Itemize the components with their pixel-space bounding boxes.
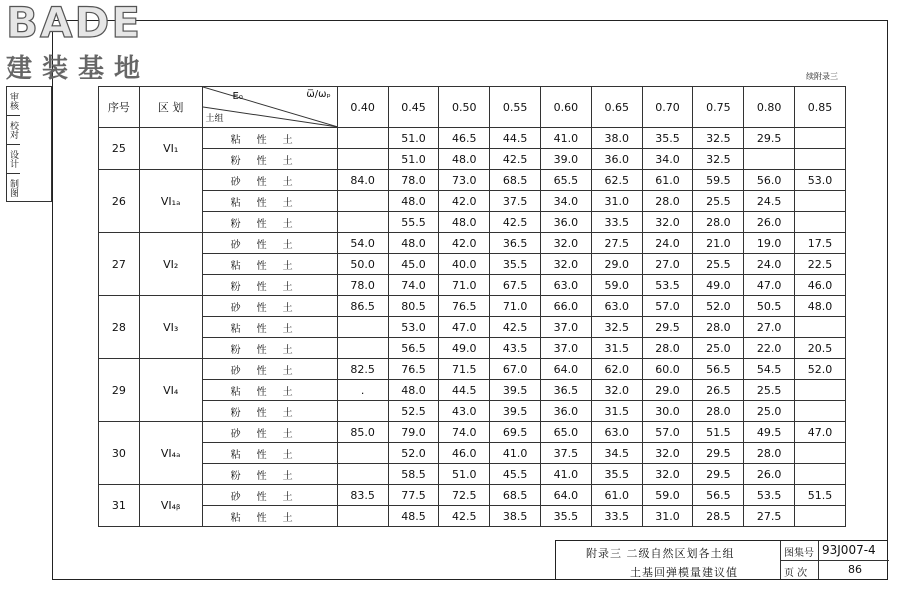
value-cell: 35.5 — [541, 506, 592, 527]
table-row — [99, 506, 846, 527]
soil-type-cell: 砂性土 — [202, 485, 337, 506]
value-cell: 29.5 — [693, 443, 744, 464]
value-cell: 65.0 — [541, 422, 592, 443]
soil-type-cell: 砂性土 — [202, 170, 337, 191]
title-text-area — [556, 541, 781, 579]
page-number: 86 — [848, 563, 862, 576]
value-cell: 57.0 — [642, 422, 693, 443]
value-cell: 32.0 — [591, 380, 642, 401]
value-cell: 32.0 — [541, 254, 592, 275]
soil-type-cell: 粉性土 — [202, 338, 337, 359]
value-cell: 37.0 — [541, 338, 592, 359]
value-cell: 29.5 — [693, 464, 744, 485]
col-seq-header: 序号 — [99, 87, 140, 128]
col-ratio-header: 0.50 — [439, 87, 490, 128]
value-cell: 22.0 — [744, 338, 795, 359]
value-cell: 28.0 — [693, 212, 744, 233]
value-cell: 52.5 — [388, 401, 439, 422]
value-cell: 51.5 — [693, 422, 744, 443]
value-cell: 83.5 — [337, 485, 388, 506]
value-cell: 24.5 — [744, 191, 795, 212]
continued-label: 续附录三 — [806, 72, 838, 81]
value-cell: 67.0 — [490, 359, 541, 380]
value-cell: 66.0 — [541, 296, 592, 317]
watermark-logo — [6, 2, 176, 82]
table-row — [99, 380, 846, 401]
zone-cell: VI₁ₐ — [139, 170, 202, 233]
col-ratio-header: 0.65 — [591, 87, 642, 128]
value-cell: 43.5 — [490, 338, 541, 359]
value-cell: 40.0 — [439, 254, 490, 275]
value-cell: 34.0 — [541, 191, 592, 212]
value-cell: 28.0 — [744, 443, 795, 464]
value-cell: 48.0 — [388, 380, 439, 401]
value-cell: 47.0 — [795, 422, 846, 443]
soil-type-cell: 粘性土 — [202, 443, 337, 464]
value-cell — [795, 464, 846, 485]
value-cell: 37.5 — [490, 191, 541, 212]
value-cell — [337, 506, 388, 527]
value-cell: 36.0 — [541, 212, 592, 233]
title-divider-v — [818, 541, 819, 579]
value-cell: 64.0 — [541, 359, 592, 380]
value-cell: 42.5 — [439, 506, 490, 527]
value-cell: 49.5 — [744, 422, 795, 443]
value-cell: 39.5 — [490, 380, 541, 401]
value-cell — [337, 149, 388, 170]
value-cell: 32.0 — [642, 464, 693, 485]
value-cell: 76.5 — [388, 359, 439, 380]
value-cell: 28.0 — [693, 317, 744, 338]
value-cell: 68.5 — [490, 485, 541, 506]
value-cell: 45.0 — [388, 254, 439, 275]
value-cell: 80.5 — [388, 296, 439, 317]
value-cell: 31.0 — [642, 506, 693, 527]
value-cell: 26.5 — [693, 380, 744, 401]
value-cell: . — [337, 380, 388, 401]
value-cell: 55.5 — [388, 212, 439, 233]
value-cell: 37.5 — [541, 443, 592, 464]
value-cell — [795, 191, 846, 212]
value-cell: 36.5 — [490, 233, 541, 254]
e0-label: E₀ — [232, 91, 243, 102]
value-cell: 53.5 — [744, 485, 795, 506]
soil-type-cell: 砂性土 — [202, 296, 337, 317]
value-cell: 42.5 — [490, 149, 541, 170]
value-cell: 33.5 — [591, 212, 642, 233]
value-cell: 69.5 — [490, 422, 541, 443]
table-row — [99, 485, 846, 506]
zone-cell: VI₄ₐ — [139, 422, 202, 485]
soil-type-cell: 粘性土 — [202, 317, 337, 338]
value-cell: 47.0 — [744, 275, 795, 296]
col-ratio-header: 0.85 — [795, 87, 846, 128]
table-row — [99, 212, 846, 233]
value-cell: 43.0 — [439, 401, 490, 422]
value-cell: 27.5 — [744, 506, 795, 527]
soil-type-cell: 粉性土 — [202, 275, 337, 296]
value-cell: 25.5 — [693, 254, 744, 275]
zone-cell: VI₂ — [139, 233, 202, 296]
value-cell: 61.0 — [591, 485, 642, 506]
value-cell: 29.0 — [591, 254, 642, 275]
value-cell: 25.5 — [744, 380, 795, 401]
omega-label: ω̅/ωₚ — [306, 89, 331, 100]
table-body — [99, 128, 846, 527]
value-cell: 29.5 — [744, 128, 795, 149]
col-ratio-header: 0.80 — [744, 87, 795, 128]
table-row — [99, 296, 846, 317]
title-line-2: 土基回弹模量建议值 — [630, 566, 738, 579]
value-cell: 59.0 — [642, 485, 693, 506]
value-cell: 59.5 — [693, 170, 744, 191]
value-cell: 67.5 — [490, 275, 541, 296]
zone-cell: VI₃ — [139, 296, 202, 359]
value-cell: 34.0 — [642, 149, 693, 170]
value-cell — [795, 380, 846, 401]
value-cell: 27.0 — [744, 317, 795, 338]
value-cell: 48.0 — [388, 191, 439, 212]
value-cell: 54.0 — [337, 233, 388, 254]
seq-cell: 28 — [99, 296, 140, 359]
value-cell: 21.0 — [693, 233, 744, 254]
value-cell: 36.0 — [541, 401, 592, 422]
title-divider-h — [780, 560, 889, 561]
value-cell: 26.0 — [744, 212, 795, 233]
value-cell: 29.5 — [642, 317, 693, 338]
value-cell: 51.0 — [388, 149, 439, 170]
value-cell: 56.5 — [693, 485, 744, 506]
value-cell — [795, 149, 846, 170]
soil-type-cell: 砂性土 — [202, 422, 337, 443]
soil-type-cell: 粘性土 — [202, 191, 337, 212]
value-cell: 73.0 — [439, 170, 490, 191]
value-cell: 42.0 — [439, 233, 490, 254]
zone-cell: VI₄ — [139, 359, 202, 422]
value-cell: 53.5 — [642, 275, 693, 296]
soil-type-cell: 粘性土 — [202, 254, 337, 275]
value-cell: 63.0 — [591, 296, 642, 317]
value-cell: 31.5 — [591, 401, 642, 422]
table-header-row — [99, 87, 846, 128]
value-cell: 28.0 — [693, 401, 744, 422]
value-cell: 22.5 — [795, 254, 846, 275]
logo-brand: BADE — [6, 0, 143, 47]
value-cell: 77.5 — [388, 485, 439, 506]
value-cell: 86.5 — [337, 296, 388, 317]
value-cell: 39.0 — [541, 149, 592, 170]
value-cell: 76.5 — [439, 296, 490, 317]
value-cell: 17.5 — [795, 233, 846, 254]
value-cell: 31.5 — [591, 338, 642, 359]
value-cell: 50.0 — [337, 254, 388, 275]
col-ratio-header: 0.55 — [490, 87, 541, 128]
value-cell — [795, 443, 846, 464]
value-cell: 36.5 — [541, 380, 592, 401]
table-row — [99, 464, 846, 485]
value-cell: 24.0 — [744, 254, 795, 275]
value-cell: 52.0 — [388, 443, 439, 464]
title-block — [555, 540, 888, 580]
table-row — [99, 275, 846, 296]
value-cell: 42.5 — [490, 212, 541, 233]
value-cell: 51.5 — [795, 485, 846, 506]
value-cell: 46.5 — [439, 128, 490, 149]
value-cell: 34.5 — [591, 443, 642, 464]
value-cell — [337, 191, 388, 212]
value-cell — [795, 317, 846, 338]
value-cell: 60.0 — [642, 359, 693, 380]
value-cell: 32.0 — [642, 443, 693, 464]
seq-cell: 25 — [99, 128, 140, 170]
soil-type-cell: 粉性土 — [202, 149, 337, 170]
modulus-table — [98, 86, 846, 527]
value-cell: 85.0 — [337, 422, 388, 443]
page-label: 页 次 — [784, 568, 808, 579]
soil-type-cell: 粉性土 — [202, 464, 337, 485]
soil-type-cell: 粉性土 — [202, 212, 337, 233]
value-cell: 27.0 — [642, 254, 693, 275]
value-cell: 38.5 — [490, 506, 541, 527]
seq-cell: 29 — [99, 359, 140, 422]
value-cell — [337, 128, 388, 149]
value-cell: 46.0 — [795, 275, 846, 296]
zone-cell: VI₁ — [139, 128, 202, 170]
value-cell: 28.5 — [693, 506, 744, 527]
value-cell: 26.0 — [744, 464, 795, 485]
table-row — [99, 359, 846, 380]
value-cell: 49.0 — [439, 338, 490, 359]
value-cell: 25.0 — [744, 401, 795, 422]
value-cell: 19.0 — [744, 233, 795, 254]
col-zone-header: 区 划 — [139, 87, 202, 128]
value-cell: 57.0 — [642, 296, 693, 317]
sign-off-column — [6, 86, 52, 202]
value-cell: 33.5 — [591, 506, 642, 527]
side-label: 制图 — [8, 179, 18, 197]
value-cell — [337, 401, 388, 422]
value-cell — [795, 401, 846, 422]
value-cell — [795, 506, 846, 527]
table-row — [99, 170, 846, 191]
value-cell: 74.0 — [388, 275, 439, 296]
seq-cell: 30 — [99, 422, 140, 485]
value-cell: 29.0 — [642, 380, 693, 401]
atlas-number: 93J007-4 — [822, 543, 876, 557]
table-row — [99, 233, 846, 254]
value-cell: 42.5 — [490, 317, 541, 338]
value-cell — [795, 128, 846, 149]
value-cell: 52.0 — [693, 296, 744, 317]
value-cell: 46.0 — [439, 443, 490, 464]
value-cell: 53.0 — [388, 317, 439, 338]
value-cell: 48.5 — [388, 506, 439, 527]
table-row — [99, 401, 846, 422]
value-cell: 32.5 — [591, 317, 642, 338]
value-cell: 78.0 — [388, 170, 439, 191]
value-cell: 62.5 — [591, 170, 642, 191]
soil-type-cell: 粘性土 — [202, 128, 337, 149]
value-cell: 63.0 — [541, 275, 592, 296]
table-row — [99, 422, 846, 443]
value-cell: 51.0 — [439, 464, 490, 485]
value-cell: 48.0 — [388, 233, 439, 254]
value-cell — [337, 443, 388, 464]
value-cell: 82.5 — [337, 359, 388, 380]
soil-type-cell: 砂性土 — [202, 359, 337, 380]
col-ratio-header: 0.45 — [388, 87, 439, 128]
value-cell: 47.0 — [439, 317, 490, 338]
value-cell — [795, 212, 846, 233]
value-cell: 37.0 — [541, 317, 592, 338]
value-cell: 24.0 — [642, 233, 693, 254]
value-cell: 25.5 — [693, 191, 744, 212]
table-row — [99, 128, 846, 149]
side-label: 设计 — [7, 145, 20, 174]
value-cell: 28.0 — [642, 191, 693, 212]
table-row — [99, 317, 846, 338]
value-cell: 78.0 — [337, 275, 388, 296]
value-cell: 44.5 — [490, 128, 541, 149]
value-cell: 32.0 — [541, 233, 592, 254]
seq-cell: 27 — [99, 233, 140, 296]
value-cell: 50.5 — [744, 296, 795, 317]
value-cell: 71.0 — [439, 275, 490, 296]
value-cell: 44.5 — [439, 380, 490, 401]
value-cell — [337, 464, 388, 485]
soil-type-cell: 砂性土 — [202, 233, 337, 254]
table-row — [99, 149, 846, 170]
seq-cell: 31 — [99, 485, 140, 527]
value-cell: 61.0 — [642, 170, 693, 191]
value-cell: 20.5 — [795, 338, 846, 359]
atlas-label: 图集号 — [784, 548, 814, 559]
value-cell — [337, 212, 388, 233]
value-cell — [337, 338, 388, 359]
value-cell: 41.0 — [541, 464, 592, 485]
value-cell: 64.0 — [541, 485, 592, 506]
value-cell: 58.5 — [388, 464, 439, 485]
value-cell: 51.0 — [388, 128, 439, 149]
value-cell: 38.0 — [591, 128, 642, 149]
soil-type-cell: 粘性土 — [202, 506, 337, 527]
value-cell: 48.0 — [439, 212, 490, 233]
value-cell: 53.0 — [795, 170, 846, 191]
value-cell: 71.5 — [439, 359, 490, 380]
soil-type-cell: 粉性土 — [202, 401, 337, 422]
col-ratio-header: 0.60 — [541, 87, 592, 128]
value-cell: 54.5 — [744, 359, 795, 380]
value-cell — [337, 317, 388, 338]
soil-group-label: 土组 — [205, 114, 224, 124]
value-cell: 28.0 — [642, 338, 693, 359]
zone-cell: VI₄ᵦ — [139, 485, 202, 527]
value-cell: 41.0 — [490, 443, 541, 464]
soil-type-cell: 粘性土 — [202, 380, 337, 401]
table-row — [99, 191, 846, 212]
value-cell: 27.5 — [591, 233, 642, 254]
col-ratio-header: 0.70 — [642, 87, 693, 128]
value-cell: 32.5 — [693, 128, 744, 149]
value-cell: 39.5 — [490, 401, 541, 422]
value-cell: 68.5 — [490, 170, 541, 191]
value-cell: 41.0 — [541, 128, 592, 149]
title-line-1: 附录三 二级自然区划各土组 — [586, 547, 735, 560]
value-cell: 63.0 — [591, 422, 642, 443]
value-cell: 79.0 — [388, 422, 439, 443]
table-row — [99, 443, 846, 464]
table-row — [99, 338, 846, 359]
value-cell: 49.0 — [693, 275, 744, 296]
value-cell: 52.0 — [795, 359, 846, 380]
value-cell — [744, 149, 795, 170]
value-cell: 35.5 — [591, 464, 642, 485]
value-cell: 59.0 — [591, 275, 642, 296]
value-cell: 65.5 — [541, 170, 592, 191]
value-cell: 74.0 — [439, 422, 490, 443]
side-label: 校对 — [7, 116, 20, 145]
value-cell: 62.0 — [591, 359, 642, 380]
value-cell: 42.0 — [439, 191, 490, 212]
table-row — [99, 254, 846, 275]
value-cell: 30.0 — [642, 401, 693, 422]
value-cell: 32.5 — [693, 149, 744, 170]
seq-cell: 26 — [99, 170, 140, 233]
value-cell: 35.5 — [642, 128, 693, 149]
value-cell: 36.0 — [591, 149, 642, 170]
logo-subtitle: 建装基地 — [6, 54, 151, 84]
value-cell: 32.0 — [642, 212, 693, 233]
col-ratio-header: 0.75 — [693, 87, 744, 128]
value-cell: 48.0 — [795, 296, 846, 317]
value-cell: 35.5 — [490, 254, 541, 275]
value-cell: 71.0 — [490, 296, 541, 317]
value-cell: 56.5 — [693, 359, 744, 380]
value-cell: 25.0 — [693, 338, 744, 359]
value-cell: 31.0 — [591, 191, 642, 212]
diagonal-header — [202, 87, 337, 128]
value-cell: 48.0 — [439, 149, 490, 170]
side-label: 审核 — [7, 87, 20, 116]
value-cell: 84.0 — [337, 170, 388, 191]
col-ratio-header: 0.40 — [337, 87, 388, 128]
value-cell: 45.5 — [490, 464, 541, 485]
value-cell: 56.5 — [388, 338, 439, 359]
value-cell: 56.0 — [744, 170, 795, 191]
value-cell: 72.5 — [439, 485, 490, 506]
